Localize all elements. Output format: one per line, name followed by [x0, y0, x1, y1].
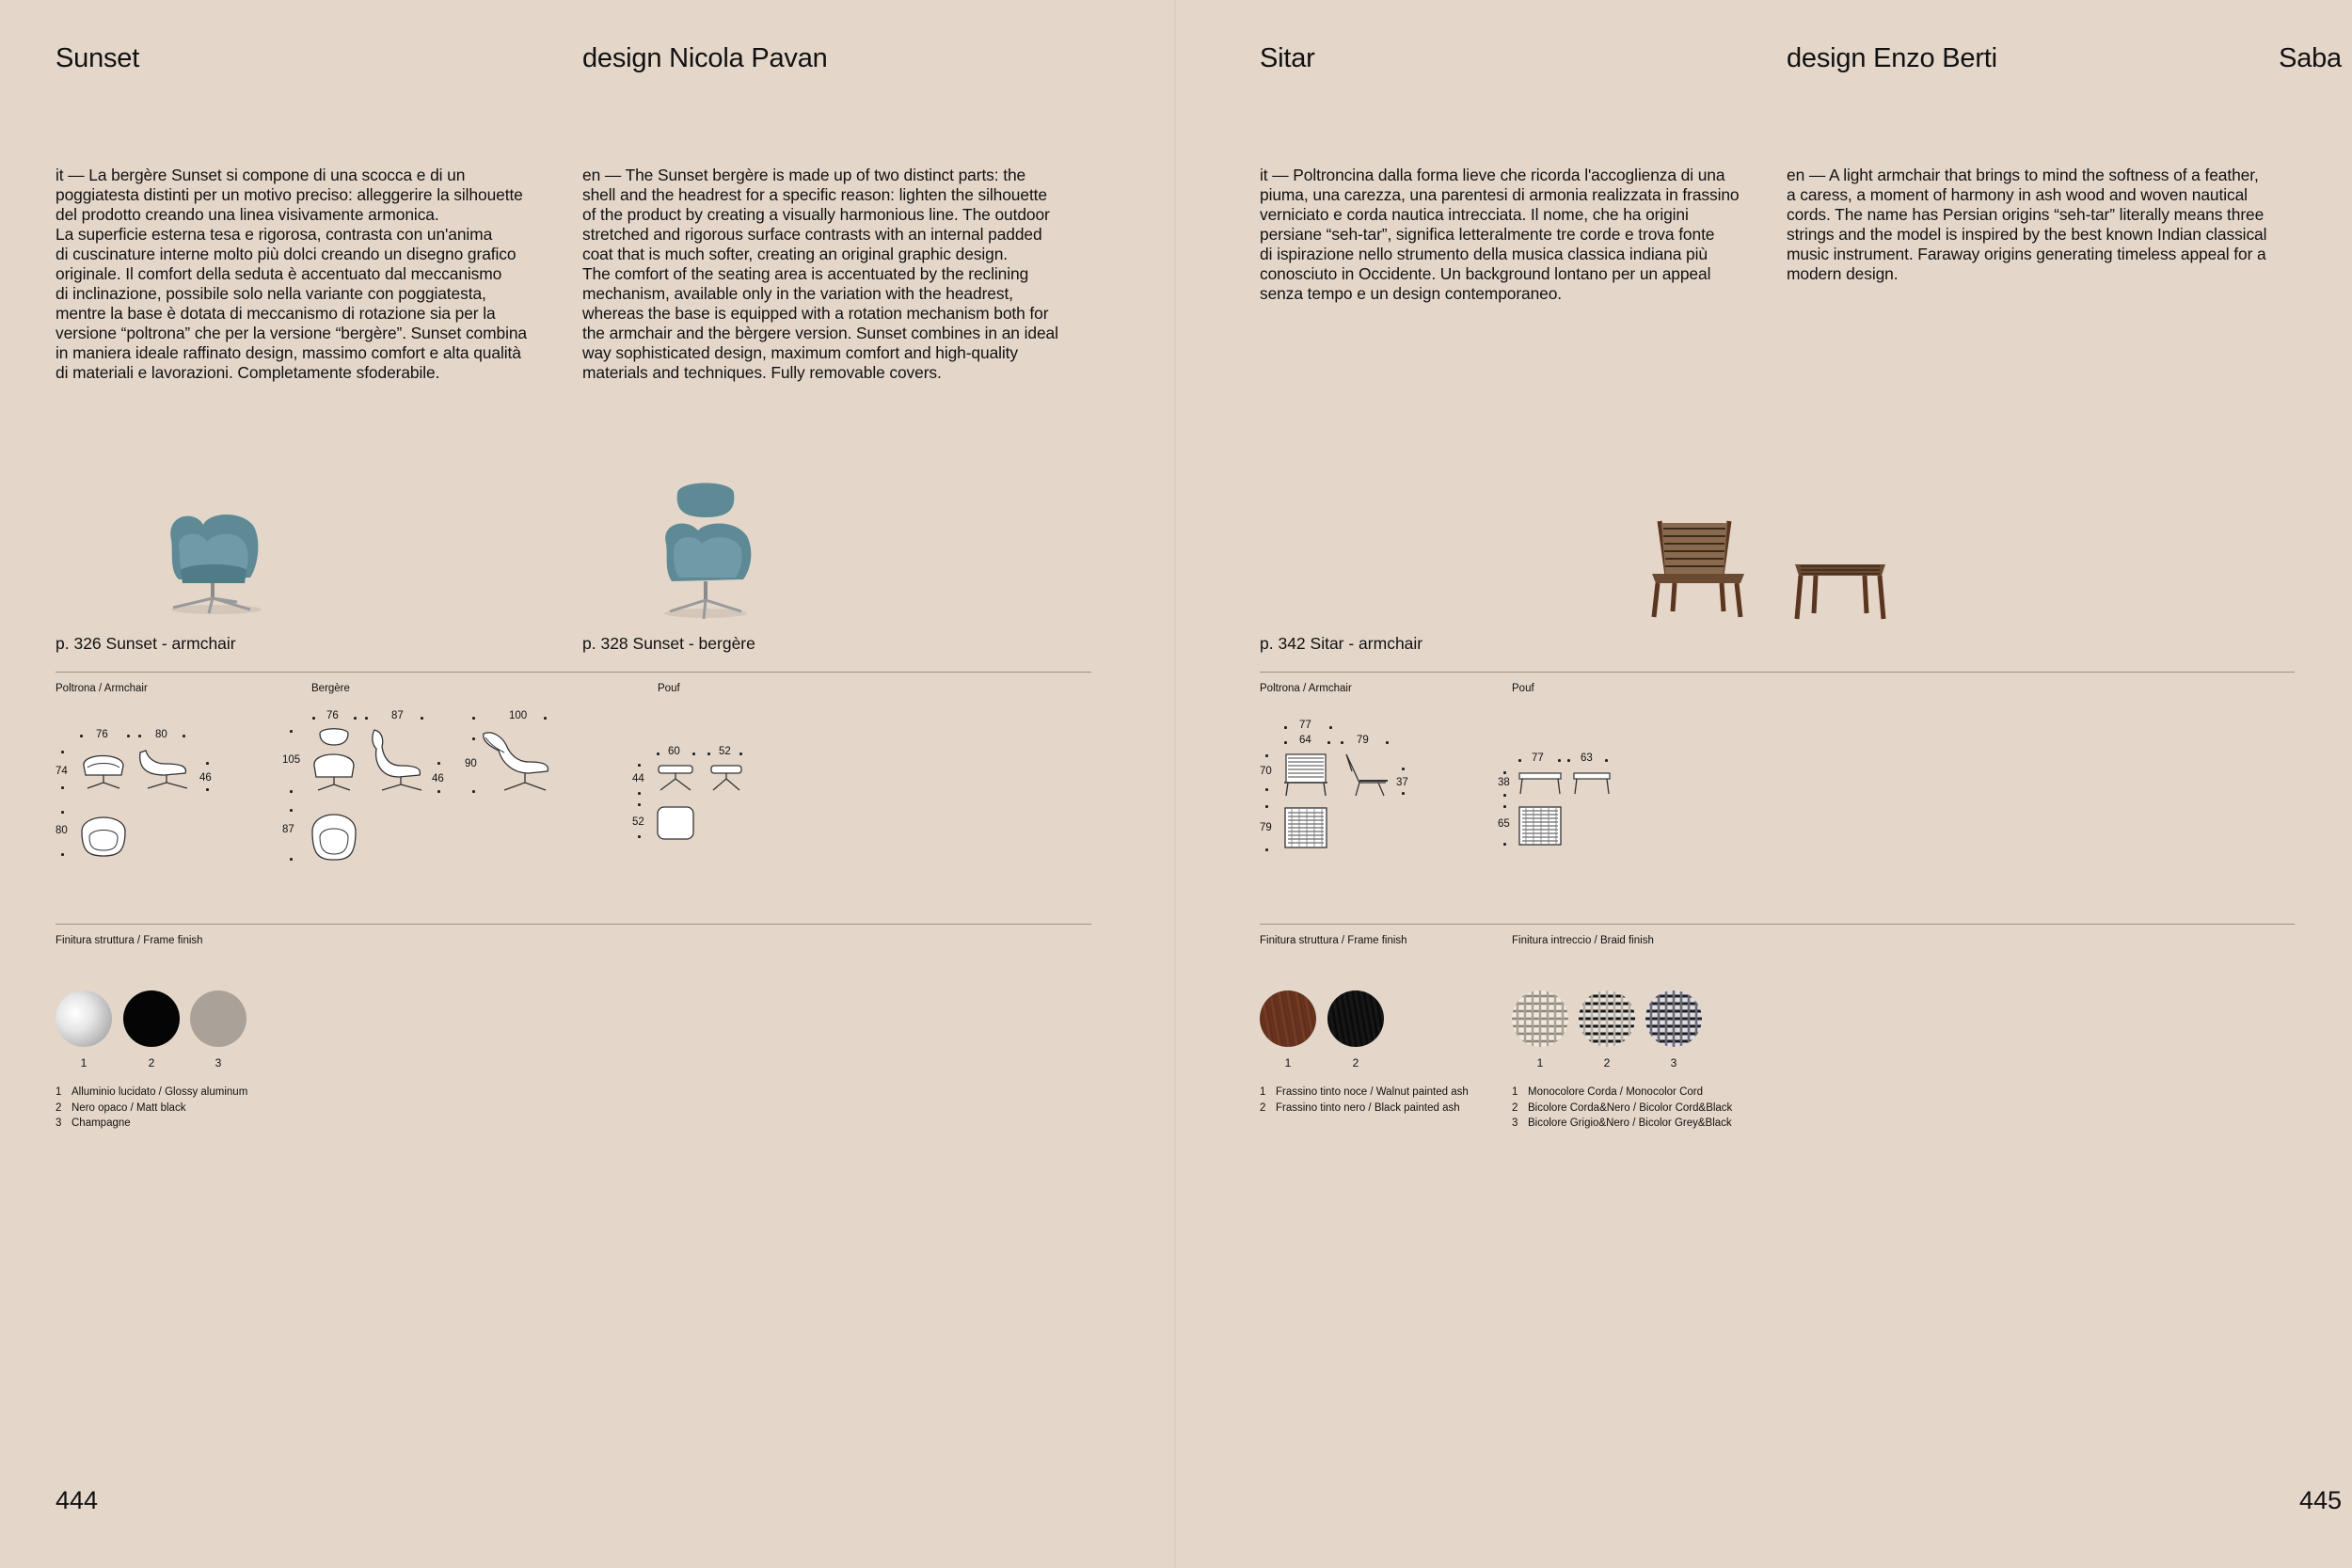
dim-value: 79	[1260, 822, 1272, 833]
bergere-dimensions	[282, 705, 564, 865]
product-title: Sitar	[1260, 43, 1315, 73]
product-title: Sunset	[56, 43, 140, 73]
finish-swatch-black	[123, 990, 180, 1047]
divider	[1260, 672, 2295, 673]
armchair-side-drawing	[136, 747, 193, 792]
braid-finish-legend	[1512, 1085, 1732, 1132]
text-line: versione “poltrona” che per la versione “bergère”. Sunset combina	[56, 324, 527, 342]
armchair-top-drawing	[78, 807, 129, 858]
dim-value: 87	[391, 710, 404, 721]
brand-name: Saba	[2279, 43, 2342, 73]
finish-swatch-aluminum	[56, 990, 112, 1047]
dim-value: 38	[1498, 777, 1510, 788]
text-line: di cuscinature interne molto più dolci creando un disegno grafico	[56, 245, 516, 263]
pouf-dimensions	[630, 743, 762, 847]
caption-armchair: p. 342 Sitar - armchair	[1260, 634, 1423, 653]
armchair-dims-label: Poltrona / Armchair	[56, 683, 148, 694]
legend-row: 1 Alluminio lucidato / Glossy aluminum	[56, 1086, 248, 1098]
swatch-number: 1	[1284, 1056, 1292, 1069]
armchair-dimensions	[1260, 717, 1420, 858]
bergere-front-drawing	[309, 728, 359, 794]
dim-value: 80	[155, 729, 167, 740]
pouf-top-drawing	[655, 805, 696, 841]
braid-finish-label: Finitura intreccio / Braid finish	[1512, 935, 1654, 946]
dim-value: 90	[465, 758, 477, 769]
description-italian	[1260, 166, 1768, 304]
dim-value: 52	[719, 746, 731, 757]
text-line: cords. The name has Persian origins “seh-tar” literally means three	[1787, 205, 2265, 224]
description-english	[582, 166, 1090, 383]
pouf-front-drawing	[655, 764, 696, 794]
text-line: way sophisticated design, maximum comfort and high-quality	[582, 343, 1019, 362]
dim-value: 100	[509, 710, 528, 721]
divider	[1260, 924, 2295, 925]
bergere-top-drawing	[309, 805, 359, 862]
bergere-dims-label: Bergère	[311, 683, 350, 694]
finish-swatch-black-ash	[1327, 990, 1384, 1047]
pouf-side-drawing	[1571, 771, 1613, 796]
text-line: poggiatesta distinti per un motivo preciso: alleggerire la silhouette	[56, 185, 523, 204]
braid-swatch-monocolor	[1512, 990, 1568, 1047]
text-line: en — A light armchair that brings to mind the softness of a feather,	[1787, 166, 2259, 184]
frame-finish-label: Finitura struttura / Frame finish	[1260, 935, 1407, 946]
legend-row: 3 Champagne	[56, 1117, 131, 1129]
pouf-dims-label: Pouf	[658, 683, 680, 694]
finish-swatch-champagne	[190, 990, 246, 1047]
dim-value: 105	[282, 754, 301, 766]
text-line: coat that is much softer, creating an original graphic design.	[582, 245, 1009, 263]
text-line: stretched and rigorous surface contrasts with an internal padded	[582, 225, 1042, 244]
dim-value: 46	[432, 773, 444, 784]
frame-finish-legend	[1260, 1085, 1469, 1116]
dim-value: 76	[96, 729, 108, 740]
dim-value: 87	[282, 824, 294, 835]
dim-value: 64	[1299, 735, 1311, 746]
dim-value: 70	[1260, 766, 1272, 777]
dim-value: 74	[56, 766, 68, 777]
text-line: originale. Il comfort della seduta è accentuato dal meccanismo	[56, 264, 502, 283]
dim-value: 65	[1498, 818, 1510, 830]
dim-value: 46	[199, 772, 212, 784]
text-line: verniciato e corda nautica intrecciata. Il nome, che ha origini	[1260, 205, 1689, 224]
text-line: of the product by creating a visually harmonious line. The outdoor	[582, 205, 1050, 224]
caption-bergere: p. 328 Sunset - bergère	[582, 634, 755, 653]
sitar-armchair-photo	[1646, 517, 1750, 621]
sunset-bergere-photo	[649, 480, 766, 623]
text-line: strings and the model is inspired by the best known Indian classical	[1787, 225, 2267, 244]
braid-swatch-grey-black	[1645, 990, 1702, 1047]
text-line: di materiali e lavorazioni. Completamente sfoderabile.	[56, 363, 440, 382]
dim-value: 60	[668, 746, 680, 757]
text-line: conosciuto in Occidente. Un background lontano per un appeal	[1260, 264, 1711, 283]
divider	[56, 924, 1091, 925]
text-line: shell and the headrest for a specific reason: lighten the silhouette	[582, 185, 1047, 204]
dim-value: 77	[1532, 752, 1544, 764]
dim-value: 37	[1396, 777, 1408, 788]
frame-finish-label: Finitura struttura / Frame finish	[56, 935, 203, 946]
pouf-side-drawing	[707, 764, 745, 794]
pouf-top-drawing	[1517, 805, 1564, 847]
dim-value: 44	[632, 773, 644, 784]
dim-value: 76	[326, 710, 339, 721]
swatch-number: 3	[215, 1056, 222, 1069]
legend-row: 1 Frassino tinto noce / Walnut painted ash	[1260, 1086, 1469, 1098]
legend-row: 3 Bicolore Grigio&Nero / Bicolor Grey&Black	[1512, 1117, 1732, 1129]
dim-value: 63	[1581, 752, 1593, 764]
text-line: modern design.	[1787, 264, 1899, 283]
armchair-front-drawing	[78, 747, 129, 792]
swatch-number: 2	[1603, 1056, 1611, 1069]
sitar-front-drawing	[1282, 752, 1329, 798]
sitar-top-drawing	[1282, 805, 1329, 850]
left-page	[0, 0, 1174, 1568]
sitar-pouf-photo	[1791, 557, 1889, 621]
dim-value: 79	[1357, 735, 1369, 746]
legend-row: 2 Bicolore Corda&Nero / Bicolor Cord&Black	[1512, 1101, 1733, 1114]
text-line: mentre la base è dotata di meccanismo di rotazione sia per la	[56, 304, 496, 323]
dim-value: 77	[1299, 720, 1311, 731]
text-line: di ispirazione nello strumento della musica classica indiana più	[1260, 245, 1708, 263]
legend-row: 2 Nero opaco / Matt black	[56, 1101, 186, 1114]
text-line: materials and techniques. Fully removable covers.	[582, 363, 942, 382]
text-line: it — La bergère Sunset si compone di una scocca e di un	[56, 166, 466, 184]
pouf-front-drawing	[1517, 771, 1564, 796]
armchair-dimensions	[56, 724, 244, 865]
armchair-dims-label: Poltrona / Armchair	[1260, 683, 1352, 694]
text-line: the armchair and the bèrgere version. Sunset combines in an ideal	[582, 324, 1058, 342]
text-line: piuma, una carezza, una parentesi di armonia realizzata in frassino	[1260, 185, 1740, 204]
designer-credit: design Nicola Pavan	[582, 43, 828, 73]
text-line: The comfort of the seating area is accentuated by the reclining	[582, 264, 1029, 283]
text-line: del prodotto creando una linea visivamente armonica.	[56, 205, 439, 224]
pouf-dimensions	[1492, 749, 1633, 852]
dim-value: 80	[56, 825, 68, 836]
page-number: 445	[2298, 1486, 2342, 1514]
text-line: whereas the base is equipped with a rotation mechanism both for	[582, 304, 1049, 323]
text-line: music instrument. Faraway origins generating timeless appeal for a	[1787, 245, 2266, 263]
swatch-number: 3	[1670, 1056, 1677, 1069]
legend-row: 2 Frassino tinto nero / Black painted ash	[1260, 1101, 1460, 1114]
text-line: mechanism, available only in the variation with the headrest,	[582, 284, 1013, 303]
page-number: 444	[56, 1486, 99, 1514]
description-italian	[56, 166, 564, 383]
text-line: it — Poltroncina dalla forma lieve che ricorda l'accoglienza di una	[1260, 166, 1725, 184]
legend-row: 1 Monocolore Corda / Monocolor Cord	[1512, 1086, 1704, 1098]
text-line: senza tempo e un design contemporaneo.	[1260, 284, 1563, 303]
text-line: en — The Sunset bergère is made up of two distinct parts: the	[582, 166, 1026, 184]
text-line: persiane “seh-tar”, significa letteralmente tre corde e trova fonte	[1260, 225, 1715, 244]
bergere-recline-drawing	[480, 728, 553, 794]
finish-swatch-walnut	[1260, 990, 1316, 1047]
swatch-number: 2	[148, 1056, 155, 1069]
dim-value: 52	[632, 816, 644, 828]
swatch-number: 1	[1536, 1056, 1544, 1069]
swatch-number: 1	[80, 1056, 87, 1069]
braid-swatch-cord-black	[1579, 990, 1635, 1047]
pouf-dims-label: Pouf	[1512, 683, 1534, 694]
right-page	[1176, 0, 2352, 1568]
text-line: a caress, a moment of harmony in ash wood and woven nautical	[1787, 185, 2248, 204]
swatch-number: 2	[1352, 1056, 1359, 1069]
text-line: in maniera ideale raffinato design, massimo comfort e alta qualità	[56, 343, 521, 362]
designer-credit: design Enzo Berti	[1787, 43, 1997, 73]
sitar-side-drawing	[1343, 752, 1393, 798]
text-line: di inclinazione, possibile solo nella variante con poggiatesta,	[56, 284, 486, 303]
bergere-side-drawing	[369, 728, 427, 794]
text-line: La superficie esterna tesa e rigorosa, contrasta con un'anima	[56, 225, 493, 244]
finish-legend	[56, 1085, 247, 1132]
caption-armchair: p. 326 Sunset - armchair	[56, 634, 236, 653]
divider	[56, 672, 1091, 673]
sunset-armchair-photo	[152, 504, 273, 619]
description-english	[1787, 166, 2295, 284]
